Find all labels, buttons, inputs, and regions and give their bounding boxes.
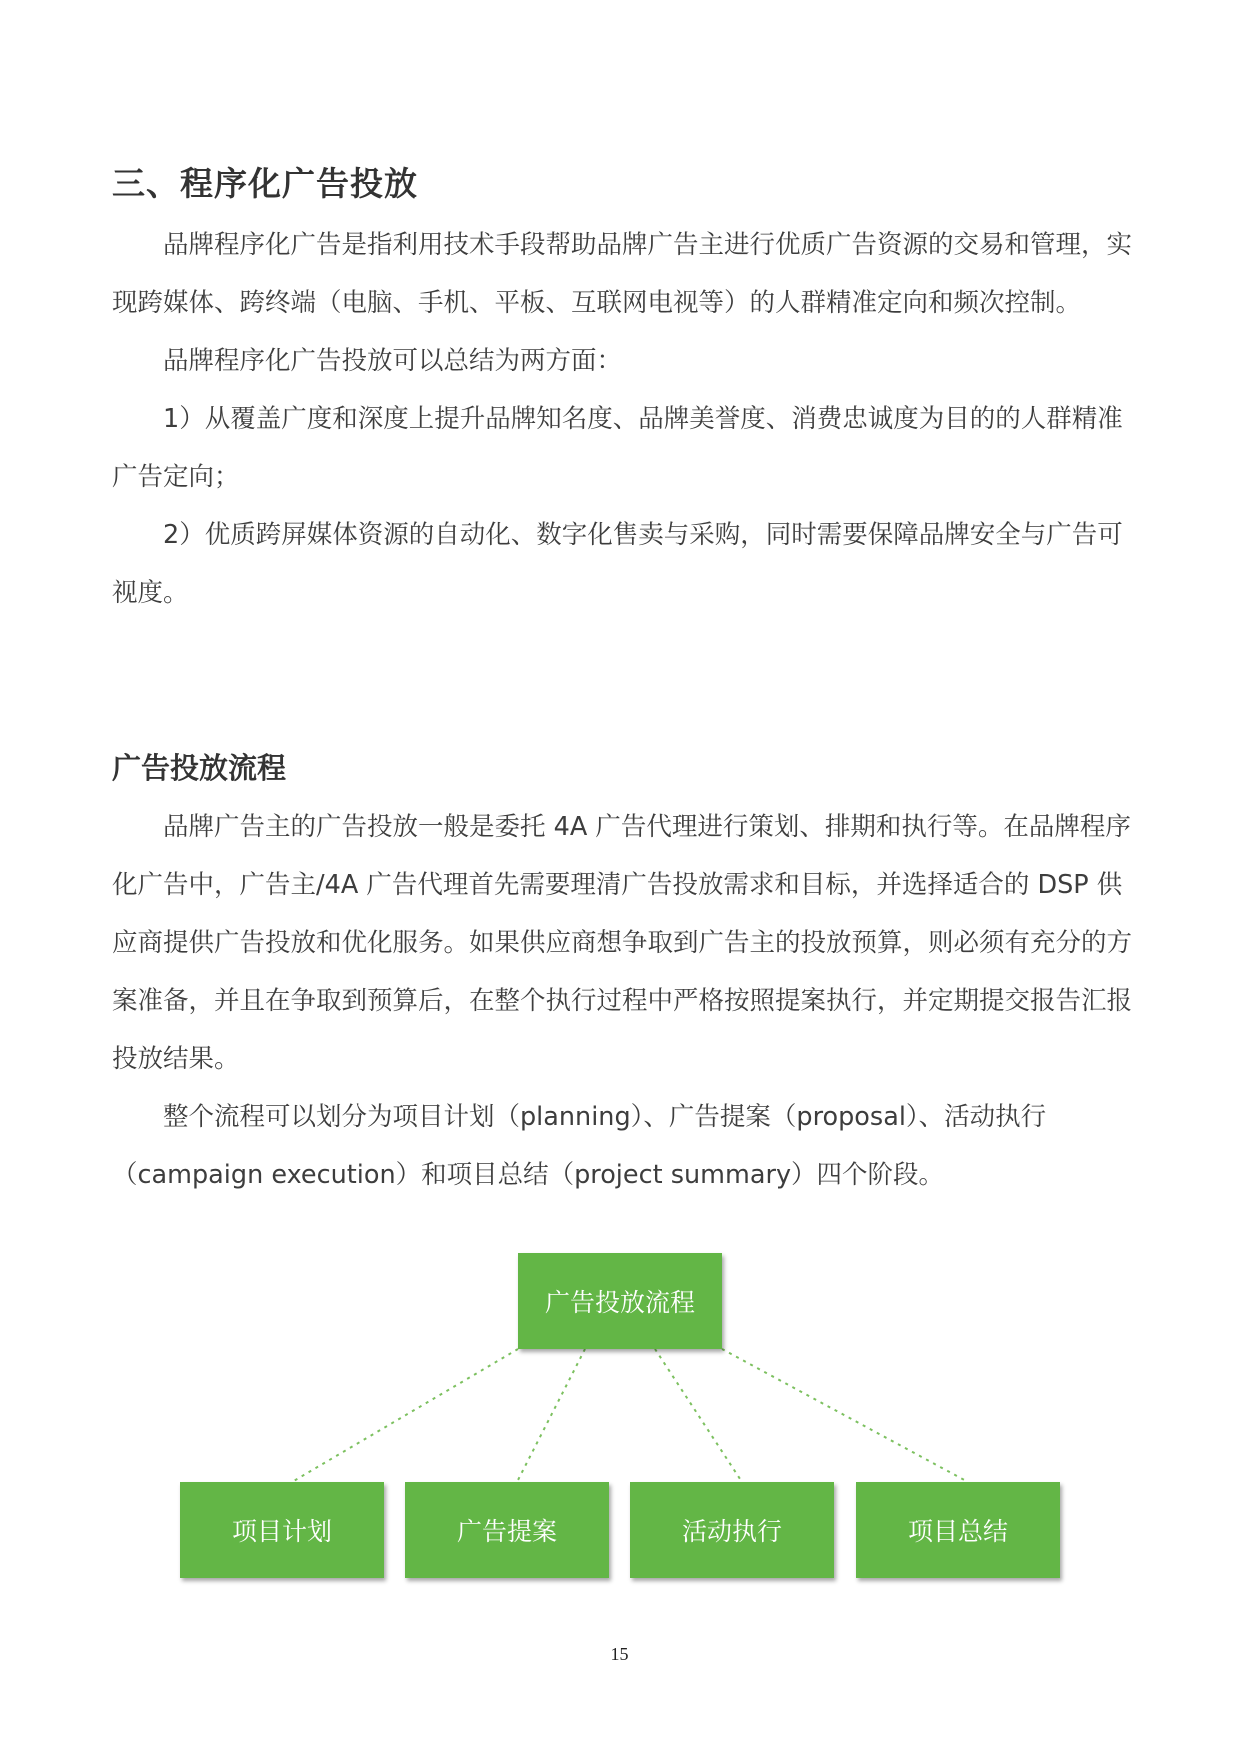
paragraph: 1）从覆盖广度和深度上提升品牌知名度、品牌美誉度、消费忠诚度为目的的人群精准广告定向； (112, 404, 1123, 492)
paragraph: 整个流程可以划分为项目计划（planning）、广告提案（proposal）、活动执行（campaign execution）和项目总结（project summary）四个阶段。 (112, 1102, 1047, 1190)
connector-line (517, 1349, 585, 1482)
process-subtitle: 广告投放流程 (112, 751, 287, 785)
connector-line (292, 1349, 518, 1482)
paragraph: 品牌程序化广告是指利用技术手段帮助品牌广告主进行优质广告资源的交易和管理，实现跨媒体、跨终端（电脑、手机、平板、互联网电视等）的人群精准定向和频次控制。 (112, 230, 1133, 318)
flow-step-execution: 活动执行 (630, 1482, 834, 1578)
paragraph: 品牌广告主的广告投放一般是委托 4A 广告代理进行策划、排期和执行等。在品牌程序化广告中，广告主/4A 广告代理首先需要理清广告投放需求和目标，并选择适合的 DSP 供应商提供广告投放和优化服务。如果供应商想争取到广告主的投放预算，则必须有充分的方案准备，并且在争取到预算后，在整个执行过程中严格按照提案执行，并定期提交报告汇报投放结果。 (112, 812, 1133, 1074)
flow-step-planning: 项目计划 (180, 1482, 384, 1578)
paragraph: 品牌程序化广告投放可以总结为两方面： (163, 346, 623, 376)
page-number: 15 (610, 1644, 629, 1664)
connector-line (722, 1349, 968, 1482)
section-title: 三、程序化广告投放 (112, 164, 418, 203)
flow-root-box: 广告投放流程 (518, 1253, 722, 1349)
connector-line (655, 1349, 742, 1482)
flow-step-proposal: 广告提案 (405, 1482, 609, 1578)
flow-step-summary: 项目总结 (856, 1482, 1060, 1578)
paragraph: 2）优质跨屏媒体资源的自动化、数字化售卖与采购，同时需要保障品牌安全与广告可视度。 (112, 520, 1123, 608)
